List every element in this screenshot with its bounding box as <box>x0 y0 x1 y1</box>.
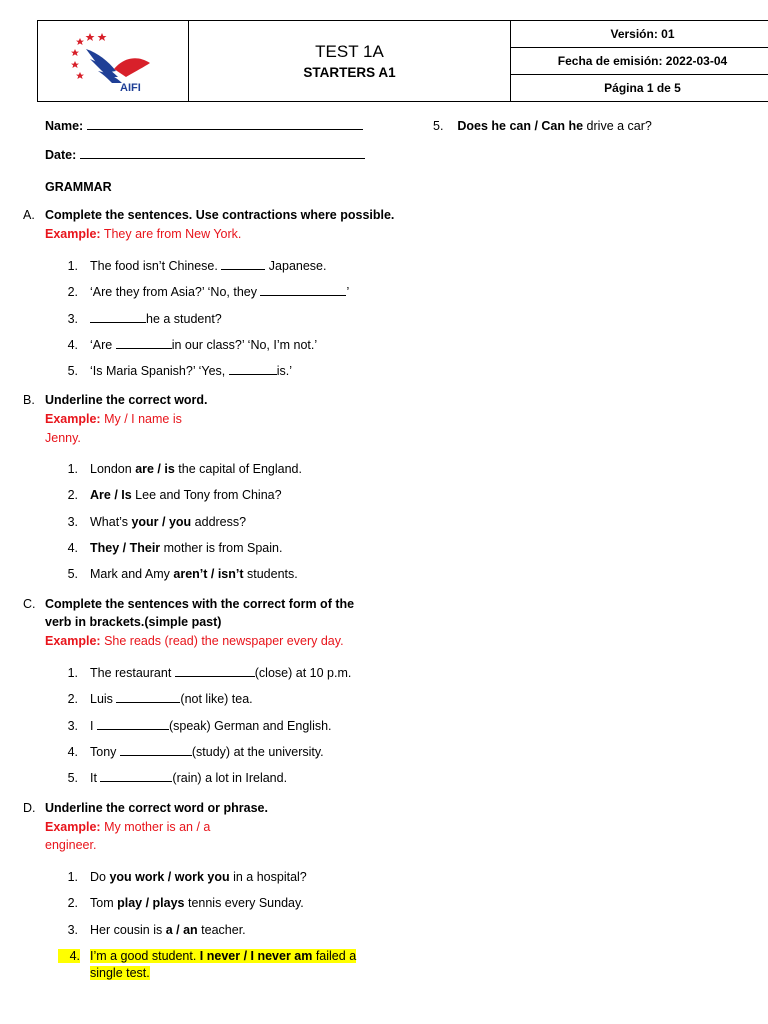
section-a-letter: A. <box>23 208 35 222</box>
item-text: (speak) German and English. <box>168 719 332 733</box>
section-b-item-2 <box>90 488 282 502</box>
item-text: drive a car? <box>583 119 652 133</box>
answer-blank[interactable] <box>221 269 265 270</box>
example-label: Example: <box>45 820 101 834</box>
item-text: mother is from Spain. <box>160 541 283 555</box>
item-number: 1. <box>67 462 78 476</box>
section-c-example <box>45 634 344 648</box>
item-number: 1. <box>67 259 78 273</box>
example-label: Example: <box>45 227 101 241</box>
section-d-example-cont: engineer. <box>45 838 97 852</box>
section-c-instruction-cont: verb in brackets.(simple past) <box>45 615 222 629</box>
item-options[interactable]: are / is <box>135 462 175 476</box>
item-text: students. <box>243 567 298 581</box>
section-d-example <box>45 820 210 834</box>
test-subtitle: STARTERS A1 <box>303 65 396 80</box>
item-text: ’ <box>346 285 350 299</box>
section-c-letter: C. <box>23 597 36 611</box>
item-text: Japanese. <box>265 259 327 273</box>
section-b-example <box>45 412 182 426</box>
section-d-letter: D. <box>23 801 36 815</box>
item-number: 3. <box>67 312 78 326</box>
answer-blank[interactable] <box>116 348 172 349</box>
name-field <box>45 119 363 133</box>
item-number: 5. <box>67 567 78 581</box>
section-c-item-2 <box>90 692 253 706</box>
item-text: (close) at 10 p.m. <box>254 666 352 680</box>
date-label: Date: <box>45 148 77 162</box>
section-d-item-4-cont <box>90 966 150 980</box>
version-cell: Versión: 01 <box>511 21 768 48</box>
item-text: The restaurant <box>90 666 175 680</box>
item-number: 1. <box>67 666 78 680</box>
logo-cell <box>38 21 189 102</box>
item-text: in a hospital? <box>229 870 307 884</box>
item-number: 4. <box>67 745 78 759</box>
section-a-item-3 <box>90 312 222 326</box>
answer-blank[interactable] <box>229 374 277 375</box>
section-b-item-3 <box>90 515 246 529</box>
page-number-cell: Página 1 de 5 <box>511 75 768 102</box>
answer-blank[interactable] <box>116 702 180 703</box>
test-title: TEST 1A <box>315 42 384 61</box>
item-text: The food isn’t Chinese. <box>90 259 222 273</box>
item-number: 5. <box>67 771 78 785</box>
answer-blank[interactable] <box>90 322 146 323</box>
question-right-5 <box>433 119 652 133</box>
item-number: 2. <box>67 692 78 706</box>
answer-blank[interactable] <box>120 755 192 756</box>
section-d-item-1 <box>90 870 307 884</box>
item-options[interactable]: a / an <box>165 923 198 937</box>
item-text: Lee and Tony from China? <box>131 488 282 502</box>
section-c-item-4 <box>90 745 324 759</box>
item-number: 2. <box>67 488 78 502</box>
item-text: address? <box>191 515 247 529</box>
item-number: 2. <box>67 285 78 299</box>
example-text: She reads (read) the newspaper every day. <box>100 634 344 648</box>
item-text: teacher. <box>197 923 246 937</box>
section-a-item-4 <box>90 338 317 352</box>
section-a-item-2 <box>90 285 349 299</box>
item-text: I <box>90 719 97 733</box>
section-b-instruction: Underline the correct word. <box>45 393 208 407</box>
item-options[interactable]: your / you <box>131 515 192 529</box>
item-number: 3. <box>67 515 78 529</box>
item-text: (not like) tea. <box>180 692 253 706</box>
item-number: 5. <box>67 364 78 378</box>
item-text: London <box>90 462 136 476</box>
item-text: tennis every Sunday. <box>184 896 304 910</box>
title-cell <box>189 21 511 102</box>
item-number: 1. <box>67 870 78 884</box>
answer-blank[interactable] <box>97 729 169 730</box>
item-text: Tony <box>90 745 120 759</box>
section-a-item-1 <box>90 259 327 273</box>
section-a-instruction: Complete the sentences. Use contractions where possible. <box>45 208 395 222</box>
section-d-item-4 <box>90 949 356 963</box>
logo-text: AIFI <box>120 81 141 93</box>
item-options[interactable]: I never / I never am <box>199 949 313 963</box>
example-label: Example: <box>45 412 101 426</box>
item-text: Do <box>90 870 110 884</box>
item-options[interactable]: They / Their <box>90 541 161 555</box>
item-number: 5. <box>433 119 444 133</box>
example-label: Example: <box>45 634 101 648</box>
item-number: 3. <box>67 923 78 937</box>
section-d-instruction: Underline the correct word or phrase. <box>45 801 268 815</box>
section-b-item-1 <box>90 462 302 476</box>
section-b-item-5 <box>90 567 298 581</box>
section-b-example-cont: Jenny. <box>45 431 81 445</box>
item-text: (rain) a lot in Ireland. <box>172 771 288 785</box>
item-text: ‘Are <box>90 338 116 352</box>
name-input-line[interactable] <box>87 129 363 130</box>
aifi-logo <box>68 27 158 93</box>
item-options[interactable]: aren’t / isn’t <box>173 567 244 581</box>
item-text: (study) at the university. <box>191 745 324 759</box>
item-text: Mark and Amy <box>90 567 174 581</box>
item-options[interactable]: Does he can / Can he <box>457 119 584 133</box>
section-c-item-3 <box>90 719 332 733</box>
item-text: It <box>90 771 101 785</box>
section-a-example <box>45 227 241 241</box>
item-text: I’m a good student. <box>90 949 200 963</box>
section-c-item-1 <box>90 666 351 680</box>
item-text: single test. <box>90 966 150 980</box>
document-header <box>37 20 768 100</box>
section-d-item-2 <box>90 896 304 910</box>
section-d-item-3 <box>90 923 246 937</box>
answer-blank[interactable] <box>175 676 255 677</box>
item-number: 3. <box>67 719 78 733</box>
item-options[interactable]: you work / work you <box>109 870 230 884</box>
item-text: failed a <box>312 949 357 963</box>
item-text: ‘Are they from Asia?’ ‘No, they <box>90 285 261 299</box>
section-title: GRAMMAR <box>45 180 112 194</box>
item-options[interactable]: Are / Is <box>90 488 132 502</box>
date-field <box>45 148 365 162</box>
section-c-item-5 <box>90 771 287 785</box>
item-text: the capital of England. <box>174 462 302 476</box>
item-text: he a student? <box>146 312 222 326</box>
item-text: ‘Is Maria Spanish?’ ‘Yes, <box>90 364 229 378</box>
item-options[interactable]: play / plays <box>117 896 185 910</box>
item-text: is.’ <box>276 364 293 378</box>
item-text: Her cousin is <box>90 923 166 937</box>
example-text: My / I name is <box>100 412 182 426</box>
issue-date-cell: Fecha de emisión: 2022-03-04 <box>511 48 768 75</box>
item-number: 2. <box>67 896 78 910</box>
date-input-line[interactable] <box>80 158 365 159</box>
item-number: 4. <box>58 949 80 963</box>
item-text: in our class?’ ‘No, I’m not.’ <box>171 338 318 352</box>
name-label: Name: <box>45 119 84 133</box>
item-number: 4. <box>67 541 78 555</box>
item-text: Tom <box>90 896 118 910</box>
answer-blank[interactable] <box>100 781 172 782</box>
section-a-item-5 <box>90 364 292 378</box>
section-c-instruction: Complete the sentences with the correct form of the <box>45 597 355 611</box>
example-text: They are from New York. <box>100 227 242 241</box>
example-text: My mother is an / a <box>100 820 211 834</box>
item-number: 4. <box>67 338 78 352</box>
item-text: Luis <box>90 692 117 706</box>
section-b-letter: B. <box>23 393 35 407</box>
item-text: What’s <box>90 515 132 529</box>
answer-blank[interactable] <box>260 295 346 296</box>
section-b-item-4 <box>90 541 282 555</box>
